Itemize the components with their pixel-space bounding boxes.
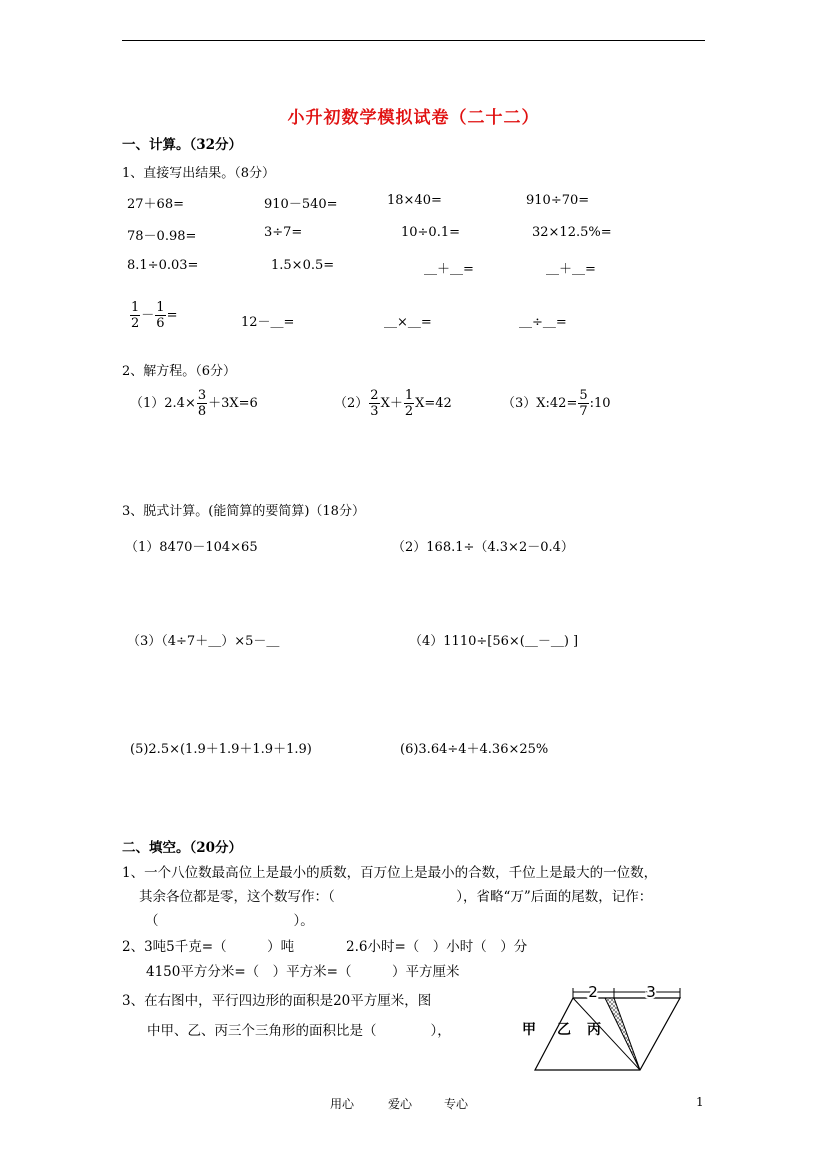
header-rule <box>122 40 705 41</box>
calc-r3c3: ＿＋＿= <box>424 262 474 277</box>
calc-r1c2: 910－540= <box>264 197 338 212</box>
fill-q2-line1b: 2.6小时=（ ）小时（ ）分 <box>346 939 528 955</box>
q2-heading: 2、解方程。（6分） <box>122 364 237 379</box>
calc-r2c2: 3÷7= <box>264 225 303 240</box>
problem-6: (6)3.64÷4＋4.36×25% <box>400 742 549 757</box>
page-number: 1 <box>696 1095 704 1109</box>
label-2: 2 <box>588 983 598 1001</box>
calc-r2c4: 32×12.5%= <box>532 225 612 240</box>
calc-r4c2: 12－＿= <box>241 315 295 330</box>
problem-4: （4）1110÷[56×(＿－＿) ] <box>409 634 579 649</box>
equation-1: （1）2.4× $\frac{3}{8}$ ＋3X=6 <box>130 388 258 419</box>
fraction: $\frac{1}{2}$ <box>131 300 140 331</box>
problem-3: （3）（4÷7＋＿）×5－＿ <box>127 634 280 649</box>
fraction: $\frac{1}{6}$ <box>156 300 165 331</box>
fill-q3-line1: 3、在右图中，平行四边形的面积是20平方厘米，图 <box>122 993 432 1009</box>
fill-q2-line1a: 2、3吨5千克=（ ）吨 <box>122 939 295 955</box>
label-yi: 乙 <box>557 1022 571 1038</box>
problem-1: （1）8470－104×65 <box>125 540 258 555</box>
fraction: $\frac{2}{3}$ <box>370 388 379 419</box>
footer-yongxin: 用心 <box>330 1097 355 1111</box>
label-3: 3 <box>646 983 656 1001</box>
problem-5: (5)2.5×(1.9＋1.9＋1.9＋1.9) <box>130 742 312 757</box>
label-bing: 丙 <box>587 1022 601 1038</box>
page-title: 小升初数学模拟试卷（二十二） <box>287 108 540 128</box>
q3-heading: 3、脱式计算。(能简算的要简算)（18分） <box>122 504 365 519</box>
calc-r2c1: 78－0.98= <box>127 229 197 244</box>
label-jia: 甲 <box>522 1022 536 1038</box>
calc-r1c3: 18×40= <box>387 193 442 208</box>
fill-q1-line2: 其余各位都是零，这个数写作：（ ），省略“万”后面的尾数，记作： <box>139 889 653 905</box>
calc-r3c2: 1.5×0.5= <box>271 258 335 273</box>
footer-zhuanxin: 专心 <box>444 1097 469 1111</box>
fraction: $\frac{3}{8}$ <box>197 388 207 419</box>
fraction: $\frac{1}{2}$ <box>404 388 414 419</box>
calc-r4c3: ＿×＿= <box>384 315 432 330</box>
calc-r4c4: ＿÷＿= <box>519 315 567 330</box>
equation-3: （3）X:42= $\frac{5}{7}$ :10 <box>502 388 611 419</box>
calc-r4c1: $\frac{1}{2}$ － $\frac{1}{6}$ = <box>131 300 178 331</box>
calc-r1c1: 27＋68= <box>127 197 184 212</box>
calc-r2c3: 10÷0.1= <box>401 225 461 240</box>
calc-r1c4: 910÷70= <box>526 193 590 208</box>
fill-q1-line3: （ ）。 <box>145 913 314 929</box>
fill-q2-line2: 4150平方分米=（ ）平方米=（ ）平方厘米 <box>146 964 460 980</box>
section2-heading: 二、填空。（20分） <box>122 840 243 856</box>
fill-q1-line1: 1、一个八位数最高位上是最小的质数，百万位上是最小的合数，千位上是最大的一位数， <box>122 865 658 881</box>
footer-aixin: 爱心 <box>388 1097 413 1111</box>
shaded-triangle <box>605 998 640 1070</box>
equation-2: （2） $\frac{2}{3}$ X＋ $\frac{1}{2}$ X=42 <box>334 388 452 419</box>
calc-r3c4: ＿＋＿= <box>546 262 596 277</box>
q1-heading: 1、直接写出结果。（8分） <box>122 166 276 181</box>
fraction: $\frac{5}{7}$ <box>579 388 588 419</box>
problem-2: （2）168.1÷（4.3×2－0.4） <box>392 540 574 555</box>
fill-q3-line2: 中甲、乙、丙三个三角形的面积比是（ ）， <box>147 1023 451 1039</box>
parallelogram-figure <box>530 978 700 1073</box>
calc-r3c1: 8.1÷0.03= <box>127 258 199 273</box>
diagonal-line <box>573 998 640 1070</box>
section1-heading: 一、计算。（32分） <box>122 137 243 153</box>
